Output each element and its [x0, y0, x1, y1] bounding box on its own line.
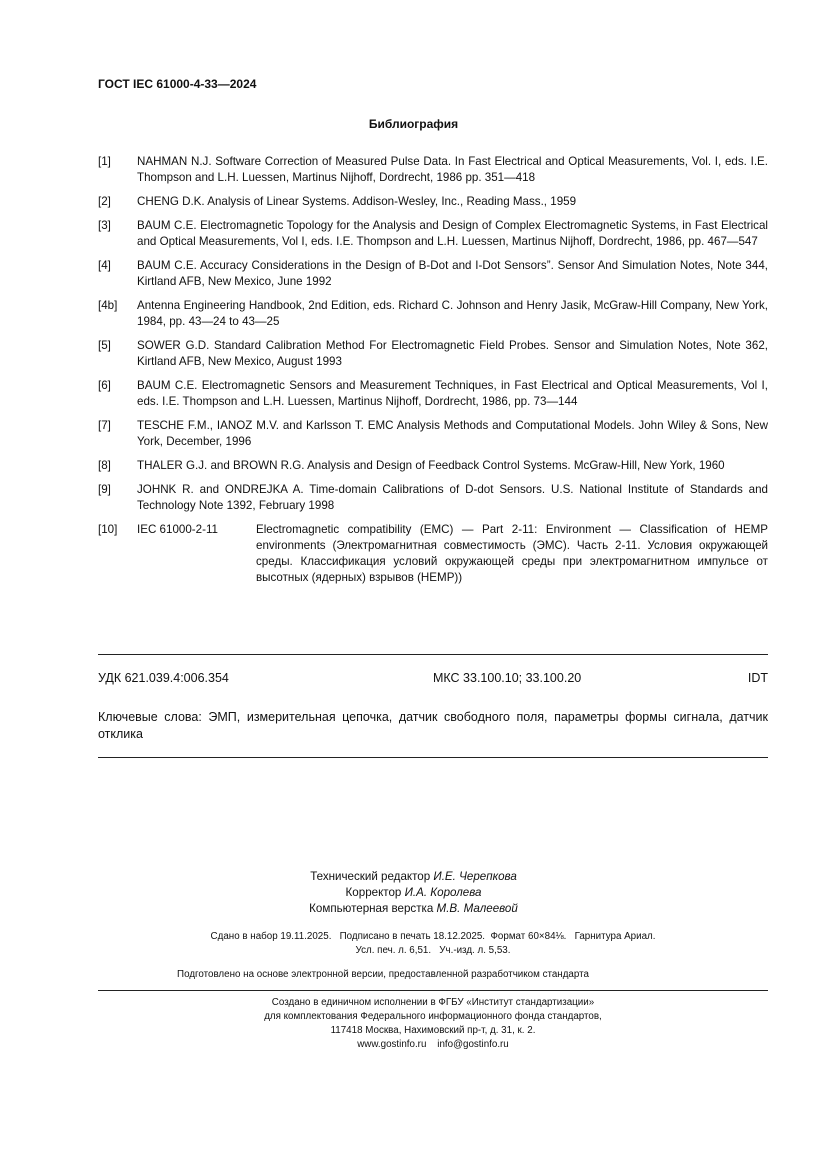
standard-code: IEC 61000-2-11 [137, 523, 218, 536]
reference-item [98, 194, 768, 210]
reference-item [98, 338, 768, 370]
reference-text: BAUM C.E. Electromagnetic Sensors and Measurement Techniques, in Fast Electrical and Optical Measurements, Vol I, eds. I.E. Thompson and L.H. Luessen, Martinus Nijhoff, Dordrecht, 1986, pp. 73—144 [137, 379, 768, 408]
proofreader-label: Корректор [345, 886, 402, 899]
print-info-line1: Сдано в набор 19.11.2025. Подписано в печать 18.12.2025. Формат 60×84⅛. Гарнитура Ариал. [210, 931, 656, 942]
layout-name: М.В. Малеевой [436, 902, 518, 915]
reference-item [98, 418, 768, 450]
reference-item [98, 298, 768, 330]
credit-layout [0, 901, 827, 917]
section-title: Библиография [368, 117, 459, 131]
editor-label: Технический редактор [310, 870, 431, 883]
divider-bottom [98, 757, 768, 758]
credit-proofreader [0, 885, 827, 901]
reference-item [98, 218, 768, 250]
udk-code: УДК 621.039.4:006.354 [98, 671, 229, 685]
bibliography-list [98, 154, 768, 594]
publisher-line1: Создано в единичном исполнении в ФГБУ «Институт стандартизации» [271, 997, 595, 1008]
reference-item-standard [98, 522, 768, 586]
layout-label: Компьютерная верстка [309, 902, 434, 915]
reference-item [98, 378, 768, 410]
reference-item [98, 258, 768, 290]
document-code: ГОСТ IEC 61000-4-33—2024 [98, 77, 257, 91]
reference-text: Antenna Engineering Handbook, 2nd Edition, eds. Richard C. Johnson and Henry Jasik, McGraw-Hill Company, New York, 1984, pp. 43—24 to 43—25 [137, 299, 768, 328]
proofreader-name: И.А. Королева [404, 886, 482, 899]
reference-text: BAUM C.E. Accuracy Considerations in the Design of B-Dot and I-Dot Sensors”. Sensor And Simulation Notes, Note 344, Kirtland AFB, New Mexico, June 1992 [137, 259, 768, 288]
reference-text: CHENG D.K. Analysis of Linear Systems. Addison-Wesley, Inc., Reading Mass., 1959 [137, 195, 577, 208]
reference-number: [4] [98, 259, 111, 272]
reference-text: NAHMAN N.J. Software Correction of Measured Pulse Data. In Fast Electrical and Optical Measurements, Vol. I, eds. I.E. Thompson and L.H. Luessen, Martinus Nijhoff, Dordrecht, 1986 pp. 351—418 [137, 155, 768, 184]
prepared-note: Подготовлено на основе электронной версии, предоставленной разработчиком стандарта [177, 969, 589, 980]
reference-number: [10] [98, 523, 118, 536]
reference-number: [8] [98, 459, 111, 472]
publisher-line2: для комплектования Федерального информационного фонда стандартов, [264, 1011, 602, 1022]
reference-text: Electromagnetic compatibility (EMC) — Part 2-11: Environment — Classification of HEMP environments (Электромагнитная совместимость (ЭМС). Часть 2-11. Условия окружающей среды. Классификация условий окружающей среды при электромагнитном импульсе от высотных (ядерных) взрывов (HEMP)) [256, 523, 768, 584]
keywords: Ключевые слова: ЭМП, измерительная цепочка, датчик свободного поля, параметры формы сигнала, датчик отклика [98, 710, 768, 741]
editor-name: И.Е. Черепкова [433, 870, 517, 883]
reference-item [98, 458, 768, 474]
publisher-links[interactable]: www.gostinfo.ru info@gostinfo.ru [357, 1039, 509, 1050]
divider-top [98, 654, 768, 655]
reference-number: [5] [98, 339, 111, 352]
reference-text: BAUM C.E. Electromagnetic Topology for the Analysis and Design of Complex Electromagnetic Systems, in Fast Electrical and Optical Measurements, Vol I, eds. I.E. Thompson and L.H. Luessen, Martinus Nijhoff, Dordrecht, 1986, pp. 467—547 [137, 219, 768, 248]
reference-number: [4b] [98, 299, 118, 312]
reference-text: THALER G.J. and BROWN R.G. Analysis and Design of Feedback Control Systems. McGraw-Hill, New York, 1960 [137, 459, 725, 472]
reference-number: [3] [98, 219, 111, 232]
print-info [0, 930, 827, 958]
reference-number: [7] [98, 419, 111, 432]
reference-text: SOWER G.D. Standard Calibration Method For Electromagnetic Field Probes. Sensor and Simulation Notes, Note 362, Kirtland AFB, New Mexico, August 1993 [137, 339, 768, 368]
credits-block [0, 869, 827, 917]
divider-publisher [98, 990, 768, 991]
reference-item [98, 482, 768, 514]
mks-code: МКС 33.100.10; 33.100.20 [433, 671, 582, 685]
reference-number: [2] [98, 195, 111, 208]
reference-number: [6] [98, 379, 111, 392]
reference-number: [9] [98, 483, 111, 496]
reference-item [98, 154, 768, 186]
publisher-info [0, 996, 827, 1052]
print-info-line2: Усл. печ. л. 6,51. Уч.-изд. л. 5,53. [355, 945, 511, 956]
credit-editor [0, 869, 827, 885]
publisher-line3: 117418 Москва, Нахимовский пр-т, д. 31, к. 2. [330, 1025, 536, 1036]
idt-label: IDT [747, 671, 768, 685]
reference-text: TESCHE F.M., IANOZ M.V. and Karlsson T. EMC Analysis Methods and Computational Models. John Wiley & Sons, New York, December, 1996 [137, 419, 768, 448]
reference-text: JOHNK R. and ONDREJKA A. Time-domain Calibrations of D-dot Sensors. U.S. National Institute of Standards and Technology Note 1392, February 1998 [137, 483, 768, 512]
reference-number: [1] [98, 155, 111, 168]
